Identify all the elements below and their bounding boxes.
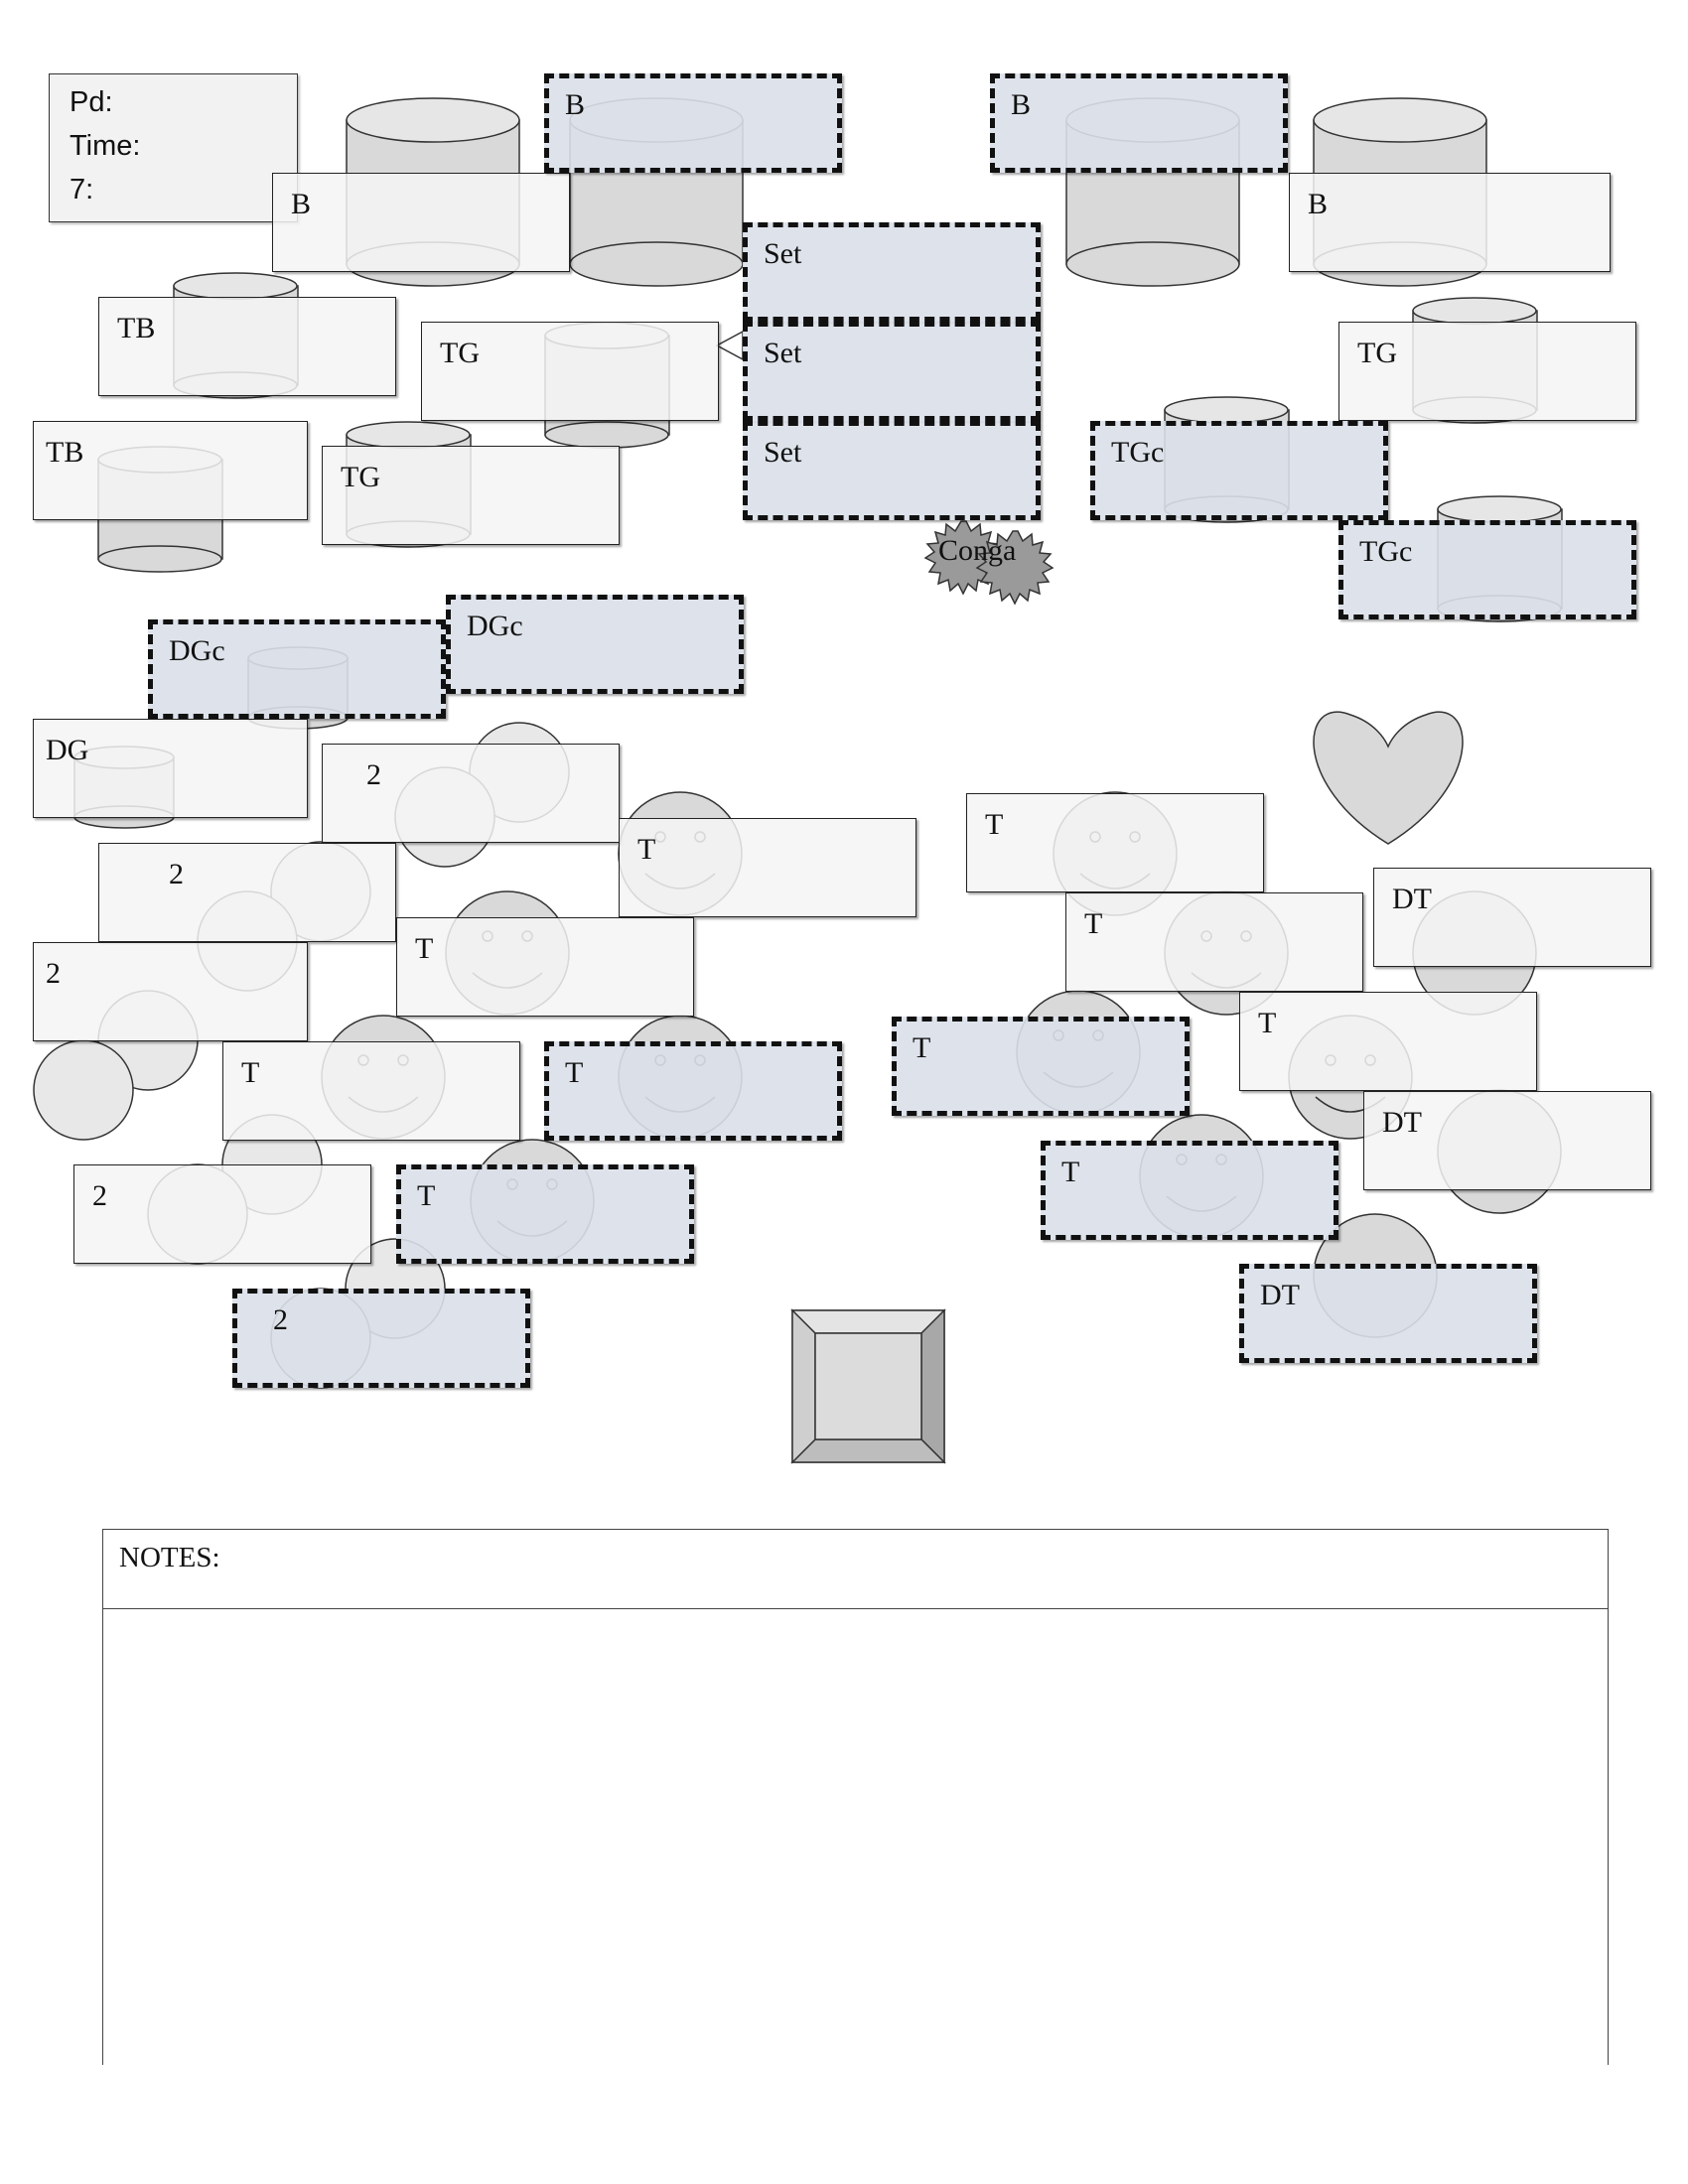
seat-label: T — [1084, 907, 1103, 940]
seat-label: TG — [341, 461, 380, 493]
seat-t2 — [396, 917, 694, 1017]
seat-t8 — [892, 1017, 1190, 1116]
seat-label: 2 — [46, 957, 61, 990]
seat-two1 — [322, 744, 620, 843]
seat-tg2 — [322, 446, 620, 545]
seat-label: TB — [46, 436, 84, 469]
seat-label: DT — [1382, 1106, 1422, 1139]
seat-tg1 — [421, 322, 719, 421]
period-label: Pd: — [70, 86, 113, 118]
seat-dt1 — [1373, 868, 1651, 967]
seat-label: TG — [440, 337, 480, 369]
seat-dgc1 — [148, 619, 446, 719]
seat-tgc1 — [1090, 421, 1388, 520]
conga-label: Conga — [938, 534, 1017, 567]
notes-header — [103, 1530, 1608, 1609]
seat-label: 2 — [92, 1179, 107, 1212]
seat-two5 — [232, 1289, 530, 1388]
seat-t7 — [1065, 892, 1363, 992]
seat-label: T — [1061, 1156, 1080, 1188]
seat-label: 2 — [273, 1303, 288, 1336]
seat-label: Set — [764, 237, 802, 270]
seat-set2 — [743, 322, 1041, 421]
seat-label: DGc — [169, 634, 225, 667]
seat-label: 2 — [366, 758, 381, 791]
seat-label: T — [241, 1056, 260, 1089]
seat-label: 2 — [169, 858, 184, 890]
seat-label: T — [415, 932, 434, 965]
seat-label: DG — [46, 734, 89, 766]
seat-label: T — [417, 1179, 436, 1212]
seat-label: DT — [1260, 1279, 1300, 1311]
seat-t9 — [1239, 992, 1537, 1091]
info-box — [49, 73, 298, 222]
seat-label: TGc — [1359, 535, 1413, 568]
seat-b4 — [1289, 173, 1611, 272]
seat-label: B — [291, 188, 312, 220]
seat-label: DT — [1392, 883, 1432, 915]
podium-icon — [792, 1310, 944, 1462]
line3-label: 7: — [70, 174, 94, 205]
seat-two2 — [98, 843, 396, 942]
seat-dt2 — [1363, 1091, 1651, 1190]
time-label: Time: — [70, 130, 141, 162]
seat-b3 — [990, 73, 1288, 173]
seat-t1 — [619, 818, 916, 917]
seat-b1 — [272, 173, 570, 272]
heart-icon — [1314, 712, 1463, 844]
seat-set1 — [743, 222, 1041, 322]
notes-title: NOTES: — [119, 1542, 220, 1573]
seat-dgc2 — [446, 595, 744, 694]
seat-label: T — [565, 1056, 584, 1089]
seat-tb1 — [98, 297, 396, 396]
seat-label: DGc — [467, 610, 523, 642]
seat-label: T — [1258, 1007, 1277, 1039]
circle-icon — [34, 1040, 133, 1140]
seat-t3 — [222, 1041, 520, 1141]
seat-label: Set — [764, 337, 802, 369]
seat-label: Set — [764, 436, 802, 469]
seat-t10 — [1041, 1141, 1338, 1240]
seat-label: TG — [1357, 337, 1397, 369]
seat-label: TGc — [1111, 436, 1165, 469]
seat-label: T — [913, 1031, 931, 1064]
seat-tgc2 — [1338, 520, 1636, 619]
seat-t5 — [396, 1164, 694, 1264]
seat-two3 — [33, 942, 308, 1041]
seat-label: B — [565, 88, 586, 121]
seat-tb2 — [33, 421, 308, 520]
notes-area[interactable] — [102, 1529, 1609, 2065]
seat-label: T — [637, 833, 656, 866]
seat-label: TB — [117, 312, 156, 344]
seat-dg1 — [33, 719, 308, 818]
seat-b2 — [544, 73, 842, 173]
seat-dt3 — [1239, 1264, 1537, 1363]
seat-label: T — [985, 808, 1004, 841]
seat-label: B — [1011, 88, 1032, 121]
seat-set3 — [743, 421, 1041, 520]
seat-label: B — [1308, 188, 1329, 220]
seat-tg3 — [1338, 322, 1636, 421]
seat-t6 — [966, 793, 1264, 892]
seat-two4 — [73, 1164, 371, 1264]
pointer-arrow-icon — [717, 332, 743, 359]
seat-t4 — [544, 1041, 842, 1141]
